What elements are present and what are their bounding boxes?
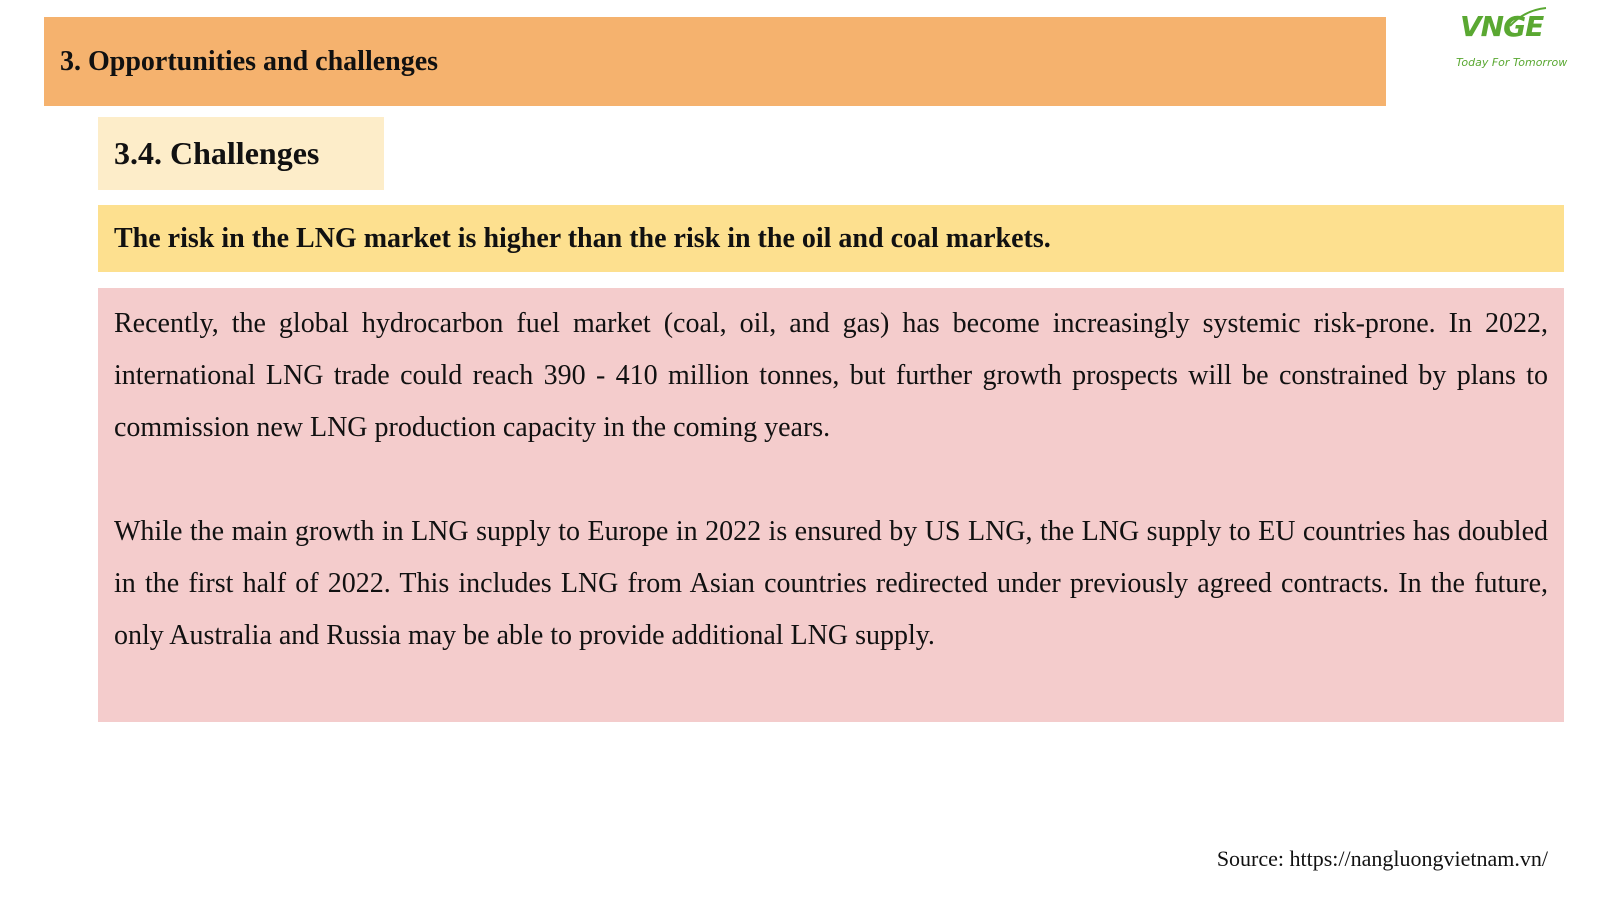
headline-box: [98, 205, 1564, 272]
subsection-title: 3.4. Challenges: [114, 135, 320, 171]
headline-text: The risk in the LNG market is higher than the risk in the oil and coal markets.: [114, 222, 1051, 254]
logo-tagline: Today For Tomorrow: [1456, 56, 1568, 69]
body-paragraph: While the main growth in LNG supply to Europe in 2022 is ensured by US LNG, the LNG supply to EU countries has doubled in the first half of 2022. This includes LNG from Asian countries redirected under previously agreed contracts. In the future, only Australia and Russia may be able to provide additional LNG supply.: [114, 516, 1548, 651]
section-title: 3. Opportunities and challenges: [60, 45, 439, 77]
section-header-bar: [44, 17, 1386, 106]
body-paragraph: Recently, the global hydrocarbon fuel market (coal, oil, and gas) has become increasingly systemic risk-prone. In 2022, international LNG trade could reach 390 - 410 million tonnes, but further growth prospects will be constrained by plans to commission new LNG production capacity in the coming years.: [114, 308, 1548, 443]
vnge-logo: [1450, 6, 1590, 72]
subsection-title-box: [98, 117, 384, 190]
logo-wordmark: VNGE: [1460, 10, 1544, 43]
source-citation: Source: https://nangluongvietnam.vn/: [1216, 846, 1548, 871]
body-text-box: [98, 288, 1564, 722]
paragraph-spacer: [114, 454, 1548, 506]
